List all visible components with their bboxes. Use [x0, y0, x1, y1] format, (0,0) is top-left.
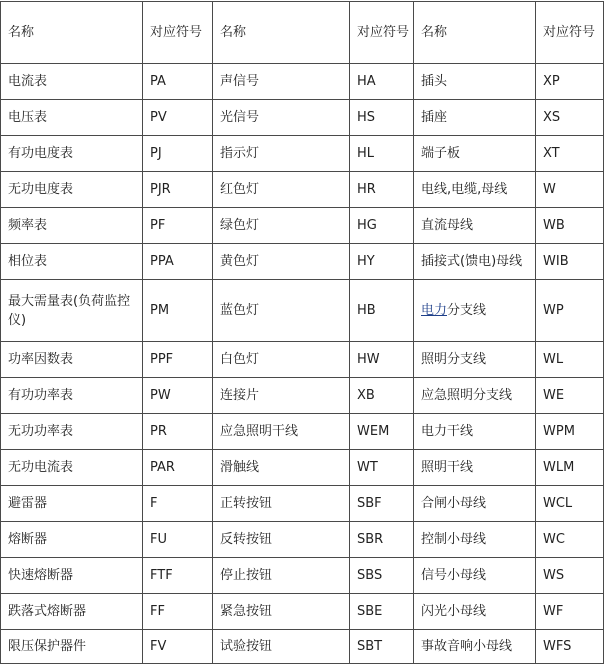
name-cell: 白色灯	[213, 342, 350, 378]
symbol-cell: FF	[143, 594, 213, 630]
name-cell: 事故音响小母线	[414, 630, 536, 664]
name-cell: 快速熔断器	[1, 558, 143, 594]
symbol-cell: XS	[536, 100, 604, 136]
name-cell: 功率因数表	[1, 342, 143, 378]
name-cell: 避雷器	[1, 486, 143, 522]
symbol-cell: WF	[536, 594, 604, 630]
keyword-link[interactable]: 电力	[421, 303, 448, 318]
symbol-cell: PW	[143, 378, 213, 414]
symbol-cell: WT	[350, 450, 414, 486]
symbol-cell: XT	[536, 136, 604, 172]
table-header-row	[1, 2, 604, 64]
table-row	[1, 450, 604, 486]
symbol-cell: HS	[350, 100, 414, 136]
symbol-cell: HA	[350, 64, 414, 100]
symbol-cell: FU	[143, 522, 213, 558]
header-cell-name-1: 名称	[1, 2, 143, 64]
name-cell: 电线,电缆,母线	[414, 172, 536, 208]
name-cell: 合闸小母线	[414, 486, 536, 522]
name-cell: 电力干线	[414, 414, 536, 450]
name-cell: 限压保护器件	[1, 630, 143, 664]
name-cell: 信号小母线	[414, 558, 536, 594]
name-cell: 有功电度表	[1, 136, 143, 172]
symbol-cell: PPA	[143, 244, 213, 280]
symbol-cell: WLM	[536, 450, 604, 486]
symbol-cell: HL	[350, 136, 414, 172]
name-cell: 滑触线	[213, 450, 350, 486]
table-row	[1, 594, 604, 630]
symbol-cell: WC	[536, 522, 604, 558]
name-cell: 有功功率表	[1, 378, 143, 414]
name-cell: 照明分支线	[414, 342, 536, 378]
symbol-cell: FV	[143, 630, 213, 664]
table-row	[1, 558, 604, 594]
header-cell-symbol-1: 对应符号	[143, 2, 213, 64]
symbol-cell: WE	[536, 378, 604, 414]
symbol-cell: XB	[350, 378, 414, 414]
name-cell: 应急照明分支线	[414, 378, 536, 414]
name-cell	[414, 280, 536, 342]
symbol-cell: SBS	[350, 558, 414, 594]
name-cell: 蓝色灯	[213, 280, 350, 342]
name-cell: 连接片	[213, 378, 350, 414]
symbol-cell: PF	[143, 208, 213, 244]
table-row	[1, 208, 604, 244]
symbol-cell: PJR	[143, 172, 213, 208]
symbol-cell: WFS	[536, 630, 604, 664]
name-cell: 熔断器	[1, 522, 143, 558]
name-cell: 无功电度表	[1, 172, 143, 208]
name-cell: 正转按钮	[213, 486, 350, 522]
name-cell: 跌落式熔断器	[1, 594, 143, 630]
name-cell: 电流表	[1, 64, 143, 100]
name-cell: 应急照明干线	[213, 414, 350, 450]
symbol-cell: WEM	[350, 414, 414, 450]
name-cell: 最大需量表(负荷监控仪)	[1, 280, 143, 342]
symbol-cell: WS	[536, 558, 604, 594]
symbol-cell: PM	[143, 280, 213, 342]
symbol-cell: F	[143, 486, 213, 522]
name-cell: 频率表	[1, 208, 143, 244]
name-cell: 声信号	[213, 64, 350, 100]
header-cell-name-3: 名称	[414, 2, 536, 64]
name-cell: 指示灯	[213, 136, 350, 172]
name-cell: 光信号	[213, 100, 350, 136]
symbol-cell: XP	[536, 64, 604, 100]
name-cell: 电压表	[1, 100, 143, 136]
symbol-cell: SBF	[350, 486, 414, 522]
symbol-cell: PPF	[143, 342, 213, 378]
symbol-cell: WB	[536, 208, 604, 244]
table-row	[1, 136, 604, 172]
name-cell: 插座	[414, 100, 536, 136]
table-row	[1, 342, 604, 378]
name-cell: 直流母线	[414, 208, 536, 244]
symbol-cell: PAR	[143, 450, 213, 486]
name-cell: 端子板	[414, 136, 536, 172]
symbol-cell: W	[536, 172, 604, 208]
table-row	[1, 244, 604, 280]
symbol-cell: PJ	[143, 136, 213, 172]
table-row	[1, 100, 604, 136]
symbol-cell: HG	[350, 208, 414, 244]
symbol-cell: WIB	[536, 244, 604, 280]
header-cell-name-2: 名称	[213, 2, 350, 64]
name-cell: 紧急按钮	[213, 594, 350, 630]
symbol-cell: SBE	[350, 594, 414, 630]
symbol-cell: WP	[536, 280, 604, 342]
name-cell: 反转按钮	[213, 522, 350, 558]
symbol-cell: PV	[143, 100, 213, 136]
name-cell: 无功功率表	[1, 414, 143, 450]
table-row	[1, 378, 604, 414]
table-row	[1, 172, 604, 208]
name-cell: 相位表	[1, 244, 143, 280]
symbol-cell: SBT	[350, 630, 414, 664]
cell-text: 分支线	[447, 303, 487, 318]
name-cell: 试验按钮	[213, 630, 350, 664]
symbol-cell: WCL	[536, 486, 604, 522]
name-cell: 停止按钮	[213, 558, 350, 594]
name-cell: 插头	[414, 64, 536, 100]
symbol-cell: FTF	[143, 558, 213, 594]
name-cell: 控制小母线	[414, 522, 536, 558]
symbol-cell: HB	[350, 280, 414, 342]
name-cell: 闪光小母线	[414, 594, 536, 630]
table-row	[1, 486, 604, 522]
symbol-cell: HW	[350, 342, 414, 378]
electrical-symbol-table	[0, 1, 604, 664]
name-cell: 照明干线	[414, 450, 536, 486]
symbol-cell: WPM	[536, 414, 604, 450]
symbol-cell: SBR	[350, 522, 414, 558]
name-cell: 红色灯	[213, 172, 350, 208]
table-row	[1, 630, 604, 664]
symbol-cell: WL	[536, 342, 604, 378]
header-cell-symbol-2: 对应符号	[350, 2, 414, 64]
table-row	[1, 414, 604, 450]
name-cell: 黄色灯	[213, 244, 350, 280]
symbol-cell: PR	[143, 414, 213, 450]
table-row	[1, 280, 604, 342]
name-cell: 绿色灯	[213, 208, 350, 244]
name-cell: 无功电流表	[1, 450, 143, 486]
symbol-cell: HR	[350, 172, 414, 208]
table-row	[1, 522, 604, 558]
table-body	[1, 2, 604, 664]
name-cell: 插接式(馈电)母线	[414, 244, 536, 280]
symbol-cell: HY	[350, 244, 414, 280]
symbol-cell: PA	[143, 64, 213, 100]
header-cell-symbol-3: 对应符号	[536, 2, 604, 64]
table-row	[1, 64, 604, 100]
